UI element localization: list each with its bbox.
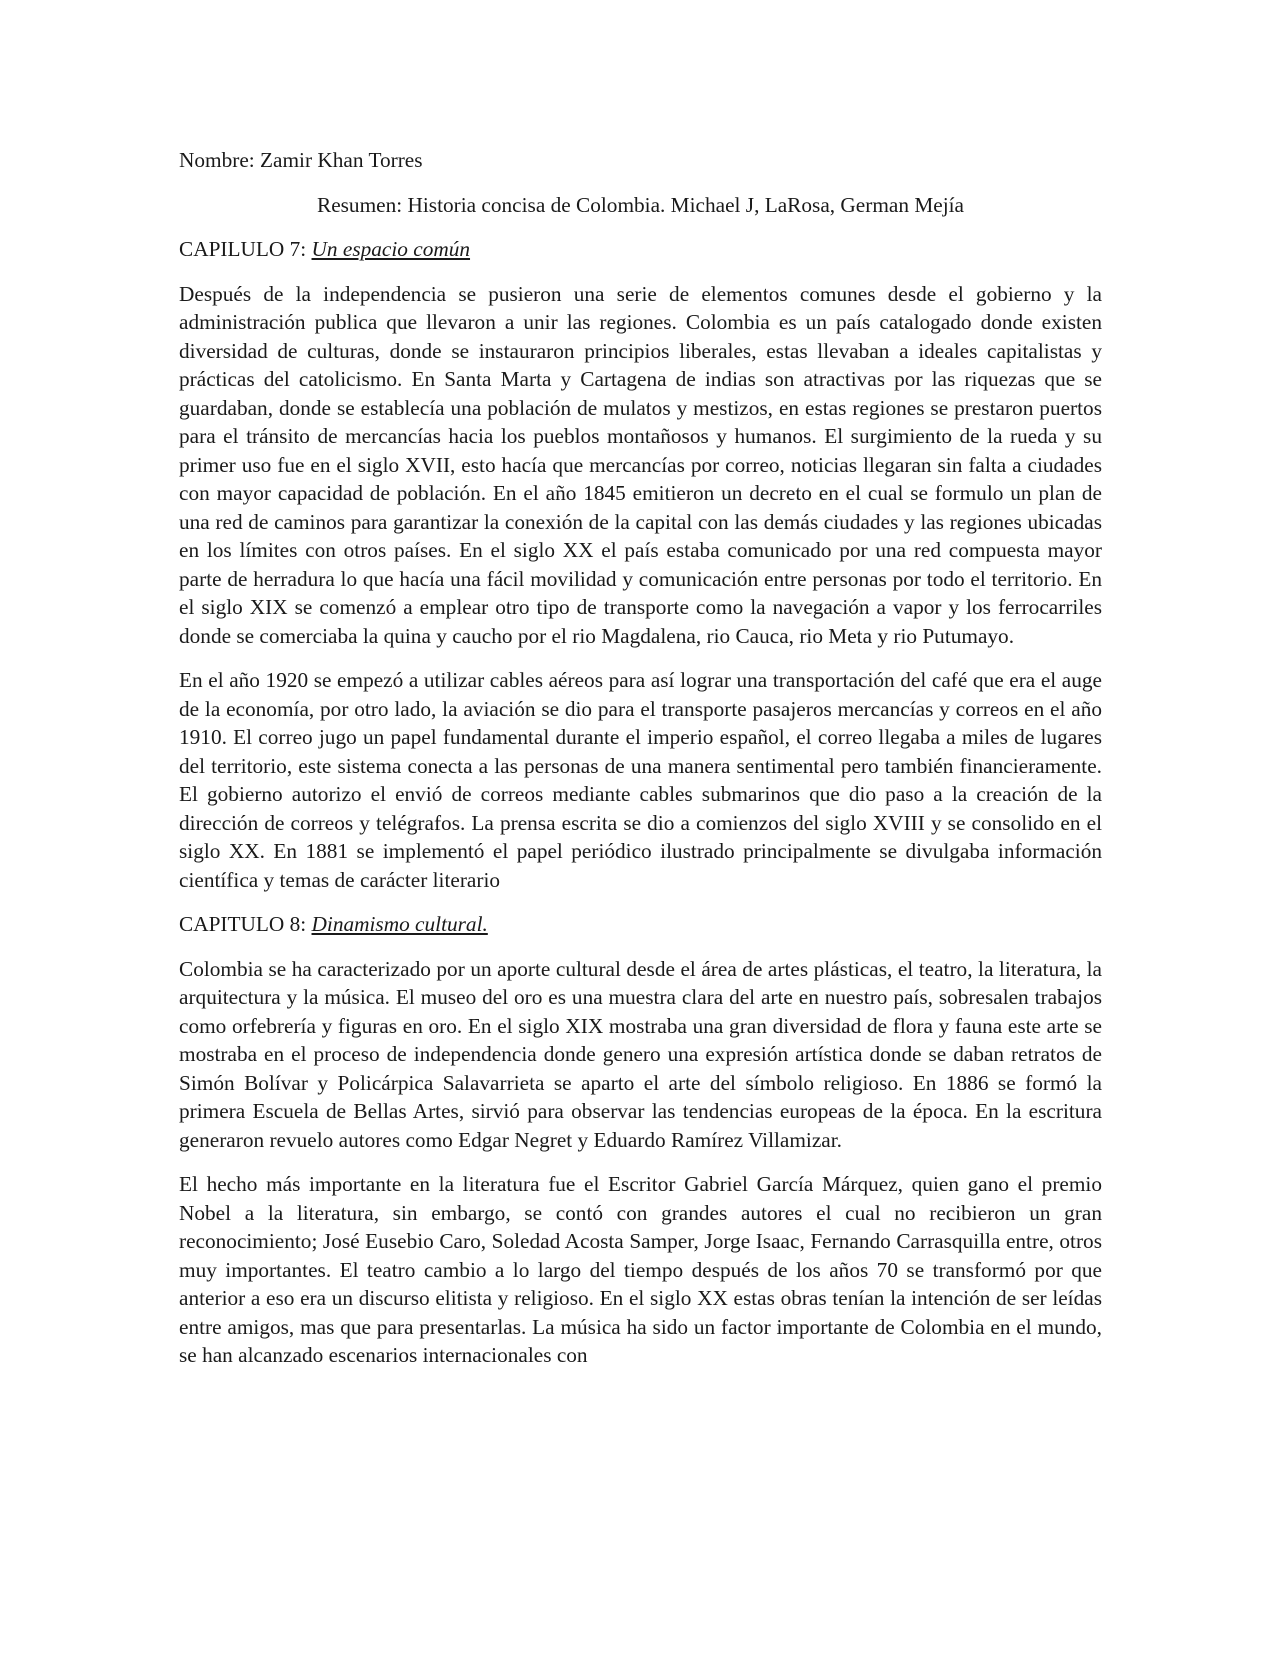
- summary-title: Resumen: Historia concisa de Colombia. Michael J, LaRosa, German Mejía: [316, 192, 965, 217]
- chapter-7-paragraph-2: En el año 1920 se empezó a utilizar cables aéreos para así lograr una transportación del café que era el auge de la economía, por otro lado, la aviación se dio para el transporte pasajeros mercancías y correos en el año 1910. El correo jugo un papel fundamental durante el imperio español, el correo llegaba a miles de lugares del territorio, este sistema conecta a las personas de una manera sentimental pero también financieramente. El gobierno autorizo el envió de correos mediante cables submarinos que dio paso a la creación de la dirección de correos y telégrafos. La prensa escrita se dio a comienzos del siglo XVIII y se consolido en el siglo XX. En 1881 se implementó el papel periódico ilustrado principalmente se divulgaba información científica y temas de carácter literario: [179, 668, 1102, 892]
- chapter-7-heading: [179, 235, 1102, 264]
- chapter-7-label: CAPILULO 7:: [179, 237, 312, 261]
- chapter-8-paragraph-1: Colombia se ha caracterizado por un aporte cultural desde el área de artes plásticas, el teatro, la literatura, la arquitectura y la música. El museo del oro es una muestra clara del arte en nuestro país, sobresalen trabajos como orfebrería y figuras en oro. En el siglo XIX mostraba una gran diversidad de flora y fauna este arte se mostraba en el proceso de independencia donde genero una expresión artística donde se daban retratos de Simón Bolívar y Policárpica Salavarrieta se aparto el arte del símbolo religioso. En 1886 se formó la primera Escuela de Bellas Artes, sirvió para observar las tendencias europeas de la época. En la escritura generaron revuelo autores como Edgar Negret y Eduardo Ramírez Villamizar.: [179, 956, 1102, 1152]
- student-name: Nombre: Zamir Khan Torres: [179, 148, 423, 172]
- chapter-8-heading: [179, 910, 1102, 939]
- chapter-7-title: Un espacio común: [311, 237, 471, 261]
- document-page: [179, 146, 1102, 1370]
- chapter-8-label: CAPITULO 8:: [179, 912, 312, 936]
- chapter-7-paragraph-1: Después de la independencia se pusieron una serie de elementos comunes desde el gobierno y la administración publica que llevaron a unir las regiones. Colombia es un país catalogado donde existen diversidad de culturas, donde se instauraron principios liberales, estas llevaban a ideales capitalistas y prácticas del catolicismo. En Santa Marta y Cartagena de indias son atractivas por las riquezas que se guardaban, donde se establecía una población de mulatos y mestizos, en estas regiones se prestaron puertos para el tránsito de mercancías hacia los pueblos montañosos y humanos. El surgimiento de la rueda y su primer uso fue en el siglo XVII, esto hacía que mercancías por correo, noticias llegaran sin falta a ciudades con mayor capacidad de población. En el año 1845 emitieron un decreto en el cual se formulo un plan de una red de caminos para garantizar la conexión de la capital con las demás ciudades y las regiones ubicadas en los límites con otros países. En el siglo XX el país estaba comunicado por una red compuesta mayor parte de herradura lo que hacía una fácil movilidad y comunicación entre personas por todo el territorio. En el siglo XIX se comenzó a emplear otro tipo de transporte como la navegación a vapor y los ferrocarriles donde se comerciaba la quina y caucho por el rio Magdalena, rio Cauca, rio Meta y rio Putumayo.: [179, 281, 1102, 648]
- chapter-8-title: Dinamismo cultural.: [311, 912, 488, 936]
- chapter-8-paragraph-2: El hecho más importante en la literatura fue el Escritor Gabriel García Márquez, quien gano el premio Nobel a la literatura, sin embargo, se contó con grandes autores el cual no recibieron un gran reconocimiento; José Eusebio Caro, Soledad Acosta Samper, Jorge Isaac, Fernando Carrasquilla entre, otros muy importantes. El teatro cambio a lo largo del tiempo después de los años 70 se transformó por que anterior a eso era un discurso elitista y religioso. En el siglo XX estas obras tenían la intención de ser leídas entre amigos, mas que para presentarlas. La música ha sido un factor importante de Colombia en el mundo, se han alcanzado escenarios internacionales con: [179, 1172, 1102, 1367]
